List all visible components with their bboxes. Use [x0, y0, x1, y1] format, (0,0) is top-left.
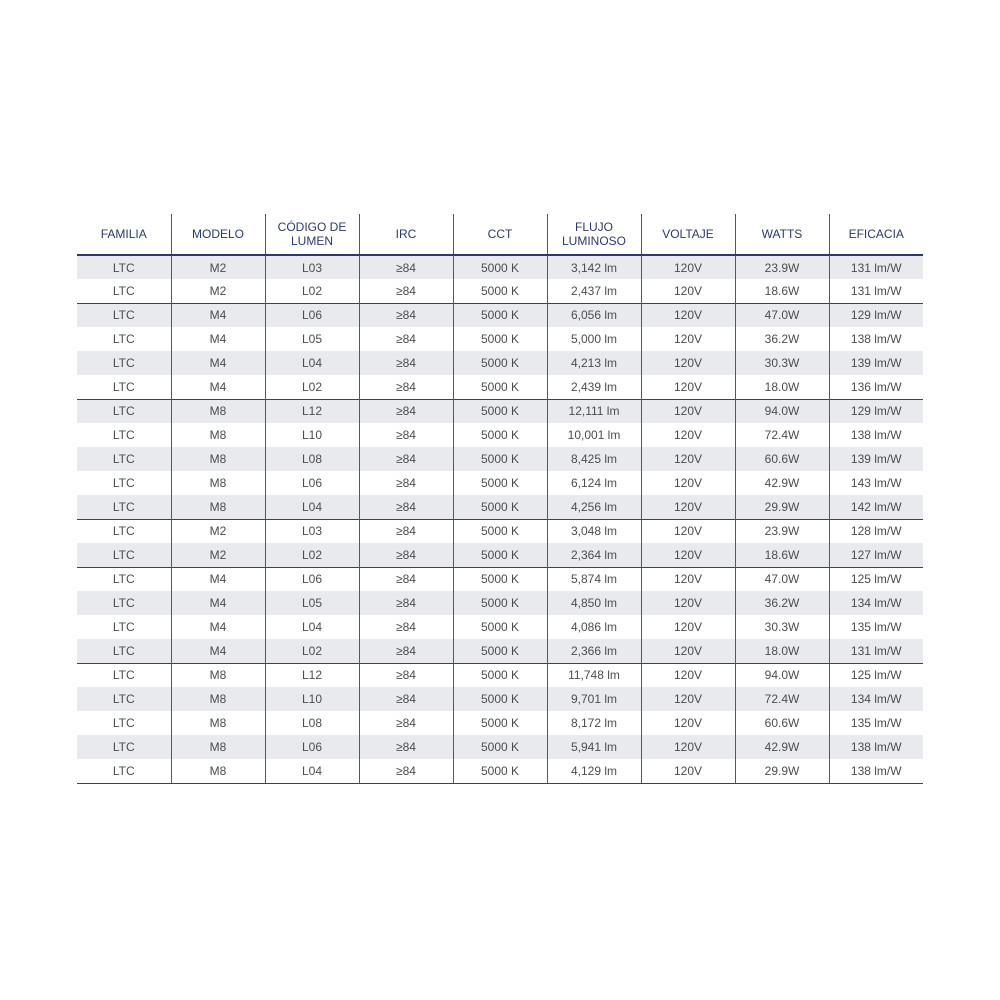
table-cell: ≥84: [359, 351, 453, 375]
table-cell: 4,086 lm: [547, 615, 641, 639]
table-row: [77, 255, 923, 279]
table-cell: 18.0W: [735, 639, 829, 663]
table-cell: ≥84: [359, 711, 453, 735]
table-row: [77, 495, 923, 519]
table-cell: LTC: [112, 379, 135, 394]
table-header: [77, 214, 923, 255]
table-cell: 2,364 lm: [547, 543, 641, 567]
table-cell: 23.9W: [735, 519, 829, 543]
table-cell: 139 lm/W: [829, 351, 923, 375]
table-cell: ≥84: [359, 375, 453, 399]
table-cell: 2,437 lm: [547, 279, 641, 303]
table-cell: 131 lm/W: [829, 639, 923, 663]
column-header: [77, 214, 171, 255]
table-cell: 131 lm/W: [829, 255, 923, 279]
table-cell: L02: [265, 639, 359, 663]
table-cell: ≥84: [359, 591, 453, 615]
table-cell: 47.0W: [735, 303, 829, 327]
table-cell: ≥84: [359, 447, 453, 471]
table-cell: 120V: [641, 279, 735, 303]
table-cell: 8,425 lm: [547, 447, 641, 471]
column-header: [547, 214, 641, 255]
table-cell: L12: [265, 399, 359, 423]
table-cell: LTC: [77, 567, 171, 591]
table-cell: 5000 K: [453, 447, 547, 471]
table-cell: L04: [265, 495, 359, 519]
table-cell: L08: [265, 711, 359, 735]
column-header-label: MODELO: [191, 227, 244, 241]
table-cell: LTC: [77, 399, 171, 423]
table-cell: L12: [265, 663, 359, 687]
table-cell: 120V: [641, 543, 735, 567]
table-cell: 10,001 lm: [547, 423, 641, 447]
column-header: [829, 214, 923, 255]
table-cell: 5000 K: [453, 399, 547, 423]
table-cell: M8: [171, 471, 265, 495]
table-cell: L02: [265, 279, 359, 303]
table-cell: 29.9W: [735, 495, 829, 519]
table-cell: 4,256 lm: [547, 495, 641, 519]
table-cell: ≥84: [359, 495, 453, 519]
table-row: [77, 327, 923, 351]
table-cell: 29.9W: [735, 759, 829, 783]
table-cell: 5,941 lm: [547, 735, 641, 759]
table-row: [77, 447, 923, 471]
table-cell: LTC: [77, 255, 171, 279]
table-row: [77, 759, 923, 783]
table-cell: M8: [171, 399, 265, 423]
table-cell: 120V: [641, 351, 735, 375]
column-header-label: FLUJO: [574, 220, 613, 234]
column-header: [359, 214, 453, 255]
table-cell: 9,701 lm: [547, 687, 641, 711]
table-cell: LTC: [77, 447, 171, 471]
table-row: [77, 639, 923, 663]
table-cell: 60.6W: [735, 447, 829, 471]
table-cell: 5000 K: [453, 615, 547, 639]
table-cell: M4: [171, 351, 265, 375]
table-cell: M4: [171, 639, 265, 663]
table-cell: 5000 K: [453, 759, 547, 783]
table-cell: M4: [171, 615, 265, 639]
table-row: [77, 375, 923, 399]
table-cell: 120V: [641, 255, 735, 279]
table-row: [77, 543, 923, 567]
table-cell: L06: [265, 471, 359, 495]
table-cell: 120V: [641, 447, 735, 471]
table-cell: L05: [265, 327, 359, 351]
table-cell: LTC: [77, 303, 171, 327]
table-cell: 125 lm/W: [829, 567, 923, 591]
table-cell: 72.4W: [735, 687, 829, 711]
column-header-label: LUMEN: [290, 234, 333, 248]
table-cell: M2: [171, 543, 265, 567]
table-cell: 23.9W: [735, 255, 829, 279]
table-cell: 120V: [641, 711, 735, 735]
table-cell: 18.6W: [735, 279, 829, 303]
table-cell: ≥84: [359, 567, 453, 591]
table-cell: 5000 K: [453, 279, 547, 303]
table-cell: 60.6W: [735, 711, 829, 735]
table-cell: 12,111 lm: [547, 399, 641, 423]
table-cell: 120V: [641, 375, 735, 399]
table-row: [77, 687, 923, 711]
table-cell: ≥84: [359, 663, 453, 687]
table-row: [77, 615, 923, 639]
table-cell: LTC: [112, 476, 135, 490]
table-cell: 143 lm/W: [829, 471, 923, 495]
table-cell: 120V: [641, 687, 735, 711]
table-cell: 120V: [641, 303, 735, 327]
table-cell: L08: [265, 447, 359, 471]
table-cell: 72.4W: [735, 423, 829, 447]
table-cell: ≥84: [359, 543, 453, 567]
table-cell: LTC: [112, 332, 135, 346]
table-row: [77, 303, 923, 327]
table-cell: 142 lm/W: [829, 495, 923, 519]
table-cell: 5000 K: [453, 303, 547, 327]
table-cell: M4: [171, 303, 265, 327]
table-cell: 120V: [641, 327, 735, 351]
table-cell: 5000 K: [453, 591, 547, 615]
table-cell: 120V: [641, 423, 735, 447]
table-cell: 2,439 lm: [547, 375, 641, 399]
table-cell: M4: [171, 375, 265, 399]
table-cell: LTC: [77, 735, 171, 759]
table-cell: L10: [265, 687, 359, 711]
table-cell: LTC: [77, 591, 171, 615]
table-cell: 120V: [641, 615, 735, 639]
table-cell: ≥84: [359, 327, 453, 351]
table-cell: M8: [171, 735, 265, 759]
table-cell: LTC: [77, 759, 171, 783]
table-cell: L06: [265, 303, 359, 327]
table-cell: 129 lm/W: [829, 399, 923, 423]
table-cell: LTC: [112, 716, 135, 730]
table-cell: 30.3W: [735, 615, 829, 639]
table-cell: 5000 K: [453, 567, 547, 591]
table-cell: 4,213 lm: [547, 351, 641, 375]
table-cell: 5000 K: [453, 663, 547, 687]
column-header: [735, 214, 829, 255]
table-row: [77, 351, 923, 375]
table-cell: 5000 K: [453, 375, 547, 399]
column-header-label: CÓDIGO DE: [277, 220, 347, 234]
table-cell: 127 lm/W: [829, 543, 923, 567]
table-cell: 3,048 lm: [547, 519, 641, 543]
table-row: [77, 399, 923, 423]
table-cell: ≥84: [359, 735, 453, 759]
table-cell: M8: [171, 687, 265, 711]
table-cell: 5000 K: [453, 711, 547, 735]
table-cell: 120V: [641, 639, 735, 663]
column-header-label: EFICACIA: [848, 227, 904, 241]
table-cell: M4: [171, 327, 265, 351]
table-cell: ≥84: [359, 615, 453, 639]
column-header: [265, 214, 359, 255]
table-cell: 5,874 lm: [547, 567, 641, 591]
column-header: [641, 214, 735, 255]
table-cell: ≥84: [359, 279, 453, 303]
table-cell: 134 lm/W: [829, 591, 923, 615]
table-cell: LTC: [77, 639, 171, 663]
table-cell: ≥84: [359, 255, 453, 279]
table-cell: 94.0W: [735, 663, 829, 687]
table-cell: 138 lm/W: [829, 735, 923, 759]
table-cell: M8: [171, 711, 265, 735]
table-cell: 120V: [641, 399, 735, 423]
table-cell: L04: [265, 615, 359, 639]
table-cell: 120V: [641, 759, 735, 783]
table-cell: 2,366 lm: [547, 639, 641, 663]
table-cell: M4: [171, 567, 265, 591]
table-cell: 18.0W: [735, 375, 829, 399]
table-cell: L05: [265, 591, 359, 615]
table-cell: LTC: [77, 351, 171, 375]
table-cell: 4,850 lm: [547, 591, 641, 615]
table-cell: M8: [171, 495, 265, 519]
column-header-label: WATTS: [761, 227, 803, 241]
table-cell: 120V: [641, 495, 735, 519]
table-row: [77, 591, 923, 615]
column-header-label: FAMILIA: [100, 227, 147, 241]
table-cell: 128 lm/W: [829, 519, 923, 543]
table-cell: 6,124 lm: [547, 471, 641, 495]
table-cell: ≥84: [359, 303, 453, 327]
table-cell: ≥84: [359, 519, 453, 543]
table-cell: ≥84: [359, 759, 453, 783]
table-cell: 135 lm/W: [829, 711, 923, 735]
table-cell: 36.2W: [735, 327, 829, 351]
table-cell: M8: [171, 759, 265, 783]
table-cell: 5000 K: [453, 543, 547, 567]
table-cell: 5000 K: [453, 327, 547, 351]
table-cell: 47.0W: [735, 567, 829, 591]
table-cell: 36.2W: [735, 591, 829, 615]
table-cell: 5000 K: [453, 255, 547, 279]
table-cell: 4,129 lm: [547, 759, 641, 783]
table-cell: 125 lm/W: [829, 663, 923, 687]
table-cell: 30.3W: [735, 351, 829, 375]
table-cell: 139 lm/W: [829, 447, 923, 471]
table-cell: L03: [265, 255, 359, 279]
table-cell: 120V: [641, 567, 735, 591]
table-cell: 138 lm/W: [829, 327, 923, 351]
table-cell: 6,056 lm: [547, 303, 641, 327]
table-row: [77, 423, 923, 447]
table-cell: 136 lm/W: [829, 375, 923, 399]
table-cell: 3,142 lm: [547, 255, 641, 279]
table-cell: LTC: [112, 283, 135, 298]
header-row: [77, 214, 923, 255]
table-cell: 129 lm/W: [829, 303, 923, 327]
table-cell: L03: [265, 519, 359, 543]
table-cell: 5000 K: [453, 735, 547, 759]
table-cell: 42.9W: [735, 735, 829, 759]
table-cell: 5000 K: [453, 495, 547, 519]
table-cell: M8: [171, 663, 265, 687]
table-cell: M2: [171, 255, 265, 279]
table-cell: ≥84: [359, 471, 453, 495]
table-cell: LTC: [77, 519, 171, 543]
table-cell: L04: [265, 759, 359, 783]
table-cell: L06: [265, 567, 359, 591]
table-cell: 138 lm/W: [829, 759, 923, 783]
table-cell: 120V: [641, 735, 735, 759]
table-cell: M2: [171, 279, 265, 303]
table-row: [77, 711, 923, 735]
column-header-label: VOLTAJE: [662, 227, 714, 241]
table-cell: 134 lm/W: [829, 687, 923, 711]
table-cell: 5000 K: [453, 639, 547, 663]
table-cell: 5000 K: [453, 423, 547, 447]
table-cell: L10: [265, 423, 359, 447]
table-cell: 5000 K: [453, 351, 547, 375]
column-header-label: IRC: [395, 227, 417, 241]
table-row: [77, 519, 923, 543]
table-cell: LTC: [77, 663, 171, 687]
table-cell: L06: [265, 735, 359, 759]
table-cell: ≥84: [359, 639, 453, 663]
table-cell: LTC: [77, 687, 171, 711]
table-cell: LTC: [77, 543, 171, 567]
table-body: [77, 255, 923, 783]
table-cell: 5000 K: [453, 471, 547, 495]
table-cell: 120V: [641, 663, 735, 687]
table-cell: LTC: [77, 495, 171, 519]
column-header-label: CCT: [487, 227, 513, 241]
table-row: [77, 279, 923, 303]
table-cell: M2: [171, 519, 265, 543]
column-header: [453, 214, 547, 255]
table-cell: L04: [265, 351, 359, 375]
table-cell: ≥84: [359, 687, 453, 711]
spec-table: [77, 214, 923, 784]
table-cell: 94.0W: [735, 399, 829, 423]
table-row: [77, 735, 923, 759]
table-cell: 135 lm/W: [829, 615, 923, 639]
table-cell: ≥84: [359, 423, 453, 447]
table-cell: LTC: [112, 428, 135, 442]
table-cell: 5000 K: [453, 519, 547, 543]
table-cell: 11,748 lm: [547, 663, 641, 687]
table-cell: 42.9W: [735, 471, 829, 495]
table-cell: 120V: [641, 471, 735, 495]
table-cell: 18.6W: [735, 543, 829, 567]
table-cell: M8: [171, 423, 265, 447]
table-row: [77, 567, 923, 591]
table-row: [77, 471, 923, 495]
column-header-label: LUMINOSO: [561, 234, 626, 248]
table-cell: LTC: [112, 620, 135, 634]
table-row: [77, 663, 923, 687]
table-cell: 120V: [641, 591, 735, 615]
table-cell: 138 lm/W: [829, 423, 923, 447]
table-cell: 131 lm/W: [829, 279, 923, 303]
table-cell: M4: [171, 591, 265, 615]
table-cell: 8,172 lm: [547, 711, 641, 735]
table-cell: 5,000 lm: [547, 327, 641, 351]
table-cell: M8: [171, 447, 265, 471]
table-cell: 5000 K: [453, 687, 547, 711]
table-cell: L02: [265, 375, 359, 399]
table-cell: 120V: [641, 519, 735, 543]
table-cell: ≥84: [359, 399, 453, 423]
table-cell: L02: [265, 543, 359, 567]
column-header: [171, 214, 265, 255]
